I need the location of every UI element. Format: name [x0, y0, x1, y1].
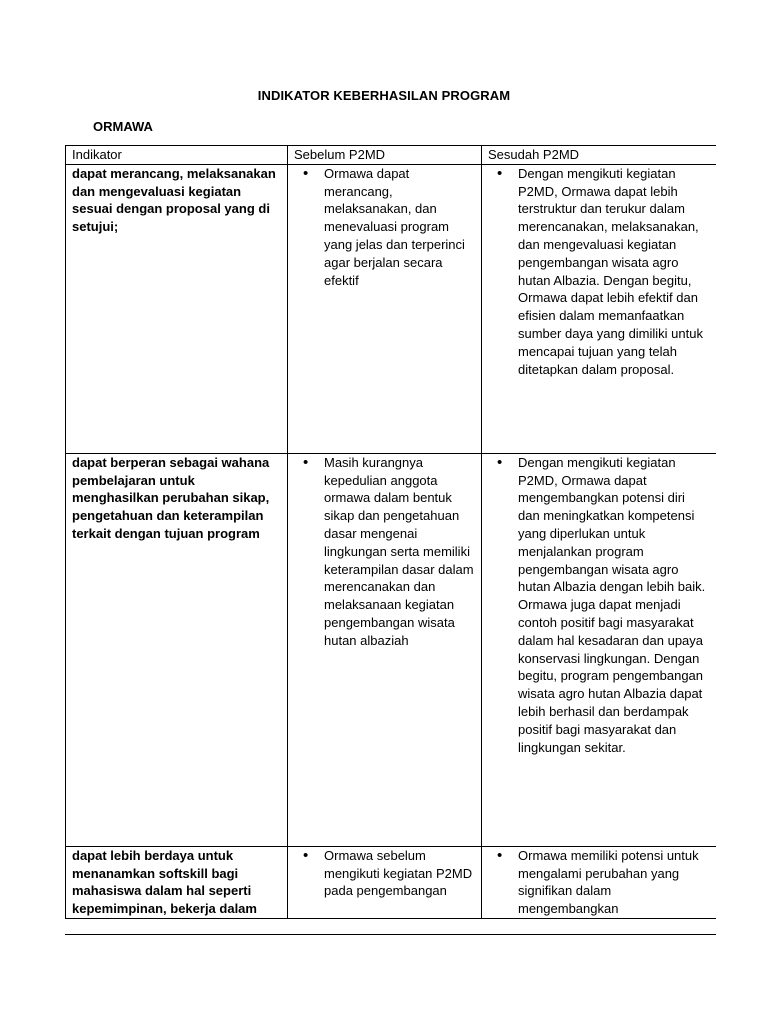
sebelum-cell [288, 164, 482, 453]
sebelum-cell [288, 453, 482, 846]
sesudah-cell [482, 164, 717, 453]
list-item: • Dengan mengikuti kegiatan P2MD, Ormawa dapat mengembangkan potensi diri dan meningkatkan kompetensi yang diperlukan untuk menjalankan program pengembangan wisata agro hutan Albazia dengan lebih baik. Ormawa juga dapat menjadi contoh positif bagi masyarakat dalam hal kesadaran dan upaya konservasi lingkungan. Dengan begitu, program pengembangan wisata agro hutan Albazia dapat lebih berhasil dan berdampak positif bagi masyarakat dan lingkungan sekitar. [488, 454, 710, 757]
sebelum-list [294, 454, 475, 650]
header-indikator: Indikator [66, 146, 288, 165]
list-item: • Ormawa memiliki potensi untuk mengalami perubahan yang signifikan dalam mengembangkan [488, 847, 710, 918]
sesudah-list [488, 847, 710, 918]
table-row [66, 164, 717, 453]
sebelum-cell [288, 846, 482, 918]
indikator-table-container [65, 145, 716, 935]
header-sebelum: Sebelum P2MD [288, 146, 482, 165]
table-header-row [66, 146, 717, 165]
indikator-cell: dapat lebih berdaya untuk menanamkan softskill bagi mahasiswa dalam hal seperti kepemimpinan, bekerja dalam [66, 846, 288, 918]
indikator-cell: dapat berperan sebagai wahana pembelajaran untuk menghasilkan perubahan sikap, pengetahuan dan keterampilan terkait dengan tujuan program [66, 453, 288, 846]
document-title: INDIKATOR KEBERHASILAN PROGRAM [257, 88, 511, 103]
list-item: • Masih kurangnya kepedulian anggota ormawa dalam bentuk sikap dan pengetahuan dasar mengenai lingkungan serta memiliki keterampilan dasar dalam merencanakan dan melaksanaan kegiatan pengembangan wisata hutan albaziah [294, 454, 475, 650]
sesudah-cell [482, 846, 717, 918]
sebelum-list [294, 165, 475, 290]
sesudah-list [488, 165, 710, 379]
list-item: • Ormawa dapat merancang, melaksanakan, dan menevaluasi program yang jelas dan terperinci agar berjalan secara efektif [294, 165, 475, 290]
list-item: • Dengan mengikuti kegiatan P2MD, Ormawa dapat lebih terstruktur dan terukur dalam merencanakan, melaksanakan, dan mengevaluasi kegiatan pengembangan wisata agro hutan Albazia. Dengan begitu, Ormawa dapat lebih efektif dan efisien dalam memanfaatkan sumber daya yang dimiliki untuk mencapai tujuan yang telah ditetapkan dalam proposal. [488, 165, 710, 379]
indikator-cell: dapat merancang, melaksanakan dan mengevaluasi kegiatan sesuai dengan proposal yang di setujui; [66, 164, 288, 453]
indikator-table [65, 145, 716, 919]
table-row [66, 846, 717, 918]
header-sesudah: Sesudah P2MD [482, 146, 717, 165]
list-item: • Ormawa sebelum mengikuti kegiatan P2MD pada pengembangan [294, 847, 475, 900]
sebelum-list [294, 847, 475, 900]
sesudah-list [488, 454, 710, 757]
table-row [66, 453, 717, 846]
sesudah-cell [482, 453, 717, 846]
section-label: ORMAWA [93, 119, 153, 134]
